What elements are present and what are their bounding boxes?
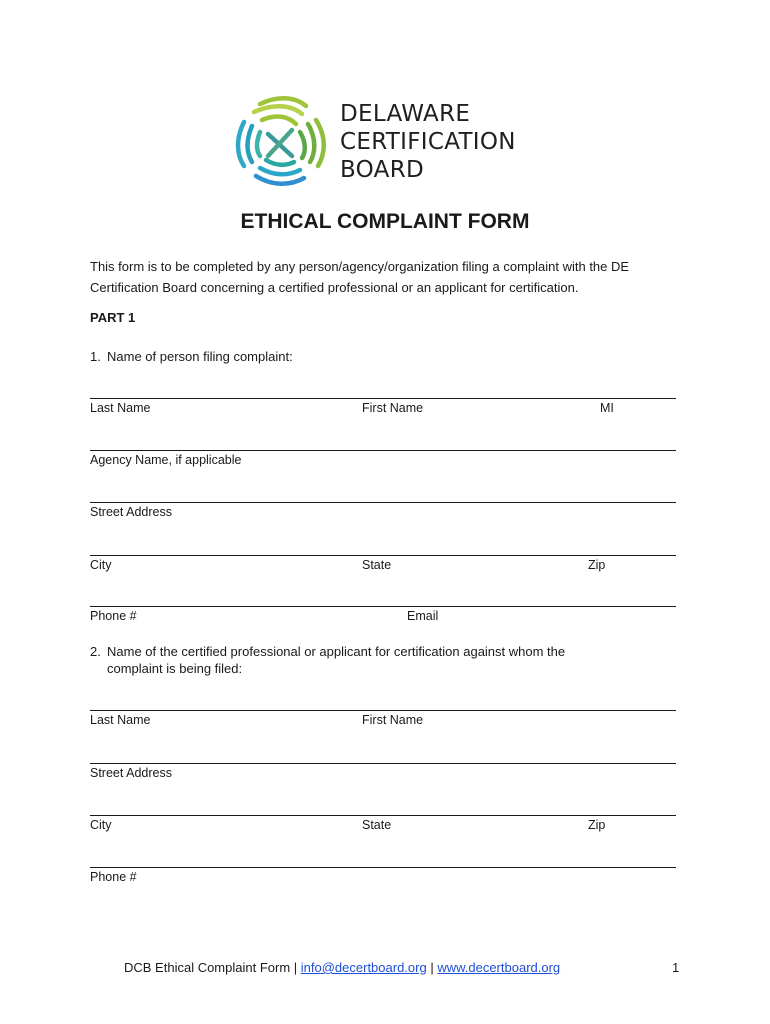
footer-website-link[interactable]: www.decertboard.org <box>437 960 561 975</box>
intro-line-1: This form is to be completed by any person/agency/organization filing a complaint with the DE <box>90 259 630 274</box>
footer-separator: | <box>426 960 438 975</box>
q1-phone-label: Phone # <box>90 609 137 623</box>
intro-paragraph <box>90 256 690 298</box>
q2-name-field-line[interactable] <box>90 710 676 711</box>
q2-last-name-label: Last Name <box>90 713 151 727</box>
q1-state-label: State <box>362 558 392 572</box>
q1-zip-label: Zip <box>588 558 606 572</box>
org-name-line-2: CERTIFICATION <box>340 129 516 155</box>
q1-email-label: Email <box>407 609 439 623</box>
q1-city-label: City <box>90 558 112 572</box>
q1-first-name-label: First Name <box>362 401 424 415</box>
q1-agency-field-line[interactable] <box>90 450 676 451</box>
page-footer <box>124 960 560 975</box>
q1-agency-label: Agency Name, if applicable <box>90 453 242 467</box>
question-2-text-line-1: Name of the certified professional or applicant for certification against whom the <box>107 644 566 659</box>
q2-phone-label: Phone # <box>90 870 137 884</box>
q2-street-field-line[interactable] <box>90 763 676 764</box>
question-2-text-line-2: complaint is being filed: <box>107 661 243 676</box>
question-1-text: Name of person filing complaint: <box>107 349 293 364</box>
q2-first-name-label: First Name <box>362 713 424 727</box>
q2-phone-field-line[interactable] <box>90 867 676 868</box>
q1-name-field-line[interactable] <box>90 398 676 399</box>
form-title: ETHICAL COMPLAINT FORM <box>240 210 530 233</box>
question-2 <box>90 643 565 677</box>
org-name-line-1: DELAWARE <box>340 101 471 127</box>
question-2-number: 2. <box>90 644 101 659</box>
q1-street-label: Street Address <box>90 505 172 519</box>
q2-city-label: City <box>90 818 112 832</box>
footer-email-link[interactable]: info@decertboard.org <box>300 960 427 975</box>
page-number: 1 <box>672 960 680 975</box>
dcb-knot-logo-icon <box>232 94 328 190</box>
q1-phone-field-line[interactable] <box>90 606 676 607</box>
q2-city-field-line[interactable] <box>90 815 676 816</box>
q1-last-name-label: Last Name <box>90 401 151 415</box>
question-1-number: 1. <box>90 349 101 364</box>
q1-mi-label: MI <box>600 401 614 415</box>
q2-state-label: State <box>362 818 392 832</box>
org-name-line-3: BOARD <box>340 157 424 183</box>
intro-line-2: Certification Board concerning a certified professional or an applicant for certification. <box>90 280 579 295</box>
question-1 <box>90 348 293 365</box>
q1-city-field-line[interactable] <box>90 555 676 556</box>
q2-street-label: Street Address <box>90 766 172 780</box>
organization-name <box>340 100 516 184</box>
part-heading: PART 1 <box>90 310 136 325</box>
q2-zip-label: Zip <box>588 818 606 832</box>
q1-street-field-line[interactable] <box>90 502 676 503</box>
header-logo <box>232 94 542 190</box>
footer-text: DCB Ethical Complaint Form | <box>124 960 301 975</box>
